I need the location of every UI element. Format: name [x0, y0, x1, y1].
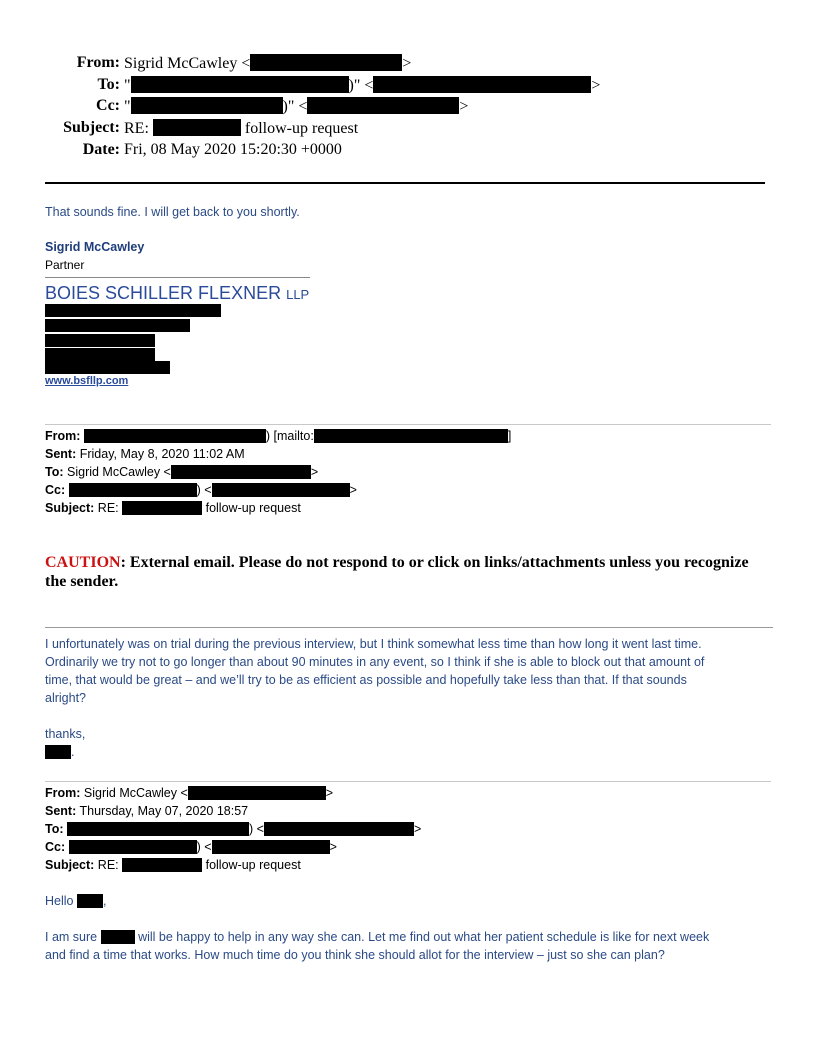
redaction-block — [171, 465, 311, 479]
bracket: )" < — [282, 98, 308, 115]
from-label: From: — [45, 786, 81, 800]
from-label: From: — [45, 429, 81, 443]
bracket: ) < — [196, 483, 212, 497]
caution-label: CAUTION — [45, 554, 121, 571]
redaction-block — [77, 894, 103, 908]
msg2-cc — [45, 483, 357, 497]
redaction-block — [69, 840, 197, 854]
msg3-from — [45, 786, 333, 800]
bracket: > — [413, 822, 422, 836]
from-value: Sigrid McCawley < — [83, 786, 188, 800]
bracket: ) < — [249, 822, 264, 836]
body-text: will be happy to help in any way she can. Let me find out what her patient schedule is like for next week — [138, 930, 710, 944]
from-value — [124, 54, 411, 73]
body-line: time, that would be great – and we’ll try to be as efficient as possible and hopefully take less than that. If that sounds — [45, 673, 687, 687]
to-label: To: — [45, 822, 64, 836]
bracket: > — [329, 840, 337, 854]
redaction-block — [314, 429, 508, 443]
msg3-sent — [45, 804, 248, 818]
cc-value — [124, 97, 468, 116]
msg3-cc — [45, 840, 337, 854]
redaction-block — [188, 786, 326, 800]
redaction-block — [67, 822, 249, 836]
bracket: > — [325, 786, 334, 800]
body-line: I unfortunately was on trial during the previous interview, but I think somewhat less time than how long it went last time. — [45, 637, 702, 651]
redaction-block — [45, 745, 71, 759]
redaction-block — [45, 334, 155, 347]
signature-name: Sigrid McCawley — [45, 240, 145, 254]
caution-text-2: the sender. — [45, 573, 119, 590]
bracket: > — [591, 77, 601, 94]
body-line: Ordinarily we try not to go longer than about 90 minutes in any event, so I think if she is able to block out that amount of — [45, 655, 705, 669]
subject-value — [124, 119, 358, 138]
to-label: To: — [97, 76, 120, 93]
bracket: > — [349, 483, 357, 497]
msg2-from — [45, 429, 511, 443]
from-label: From: — [76, 54, 120, 71]
date-value: Fri, 08 May 2020 15:20:30 +0000 — [124, 141, 342, 158]
hello-text: Hello — [45, 894, 74, 908]
msg3-to — [45, 822, 421, 836]
dot: . — [71, 745, 75, 759]
subject-re: RE: — [124, 120, 149, 137]
redaction-block — [131, 97, 283, 114]
redaction-block — [264, 822, 414, 836]
sent-value: Friday, May 8, 2020 11:02 AM — [79, 447, 245, 461]
redaction-block — [45, 361, 170, 374]
message-divider — [45, 781, 771, 782]
to-value — [124, 76, 600, 95]
redaction-block — [153, 119, 241, 136]
subject-re: RE: — [97, 858, 119, 872]
reply-text: That sounds fine. I will get back to you shortly. — [45, 205, 300, 219]
website-link[interactable]: www.bsfllp.com — [45, 375, 129, 387]
from-name: Sigrid McCawley < — [124, 55, 251, 72]
quote: " — [124, 98, 131, 115]
redaction-block — [84, 429, 266, 443]
body-line: alright? — [45, 691, 86, 705]
msg2-to — [45, 465, 318, 479]
comma: , — [102, 894, 107, 908]
redaction-block — [45, 319, 190, 332]
bracket: ) < — [196, 840, 212, 854]
subject-re: RE: — [97, 501, 119, 515]
caution-banner — [45, 553, 775, 591]
redaction-block — [45, 304, 221, 317]
subject-text: follow-up request — [244, 120, 359, 137]
firm-text: BOIES SCHILLER FLEXNER — [45, 283, 282, 303]
subject-text: follow-up request — [205, 858, 301, 872]
body-line: and find a time that works. How much time do you think she should allot for the interview – just so she can plan? — [45, 948, 665, 962]
cc-label: Cc: — [96, 97, 120, 114]
thanks-text: thanks, — [45, 727, 86, 741]
subject-text: follow-up request — [205, 501, 301, 515]
mailto-text: ) [mailto: — [265, 429, 314, 443]
redaction-block — [122, 501, 202, 515]
redaction-block — [212, 840, 330, 854]
date-label: Date: — [82, 141, 120, 158]
redaction-block — [250, 54, 402, 71]
redaction-block — [101, 930, 135, 944]
redaction-block — [307, 97, 459, 114]
to-label: To: — [45, 465, 64, 479]
caution-text: : External email. Please do not respond to or click on links/attachments unless you recognize — [120, 554, 749, 571]
bracket: ] — [507, 429, 512, 443]
subject-label: Subject: — [45, 858, 95, 872]
quote: " — [124, 77, 131, 94]
bracket: )" < — [348, 77, 374, 94]
bracket: > — [459, 98, 469, 115]
message-divider — [45, 627, 773, 628]
bracket: > — [402, 55, 412, 72]
msg2-sent — [45, 447, 245, 461]
greeting — [45, 894, 106, 908]
redaction-block — [45, 348, 155, 361]
redaction-block — [69, 483, 197, 497]
redaction-block — [373, 76, 591, 93]
redaction-block — [131, 76, 349, 93]
cc-label: Cc: — [45, 840, 66, 854]
body-line — [45, 930, 709, 944]
msg3-subject — [45, 858, 301, 872]
signature-divider — [45, 277, 310, 278]
redaction-block — [212, 483, 350, 497]
header-divider — [45, 182, 765, 184]
sent-label: Sent: — [45, 804, 77, 818]
subject-label: Subject: — [45, 501, 95, 515]
bracket: > — [310, 465, 319, 479]
sent-value: Thursday, May 07, 2020 18:57 — [79, 804, 249, 818]
subject-label: Subject: — [63, 119, 120, 136]
body-text: I am sure — [45, 930, 98, 944]
firm-name — [45, 283, 309, 304]
firm-suffix: LLP — [286, 287, 310, 302]
sender-initials — [45, 745, 74, 759]
signature-title: Partner — [45, 258, 85, 272]
msg2-subject — [45, 501, 301, 515]
message-divider — [45, 424, 771, 425]
cc-label: Cc: — [45, 483, 66, 497]
to-value: Sigrid McCawley < — [67, 465, 171, 479]
sent-label: Sent: — [45, 447, 77, 461]
redaction-block — [122, 858, 202, 872]
